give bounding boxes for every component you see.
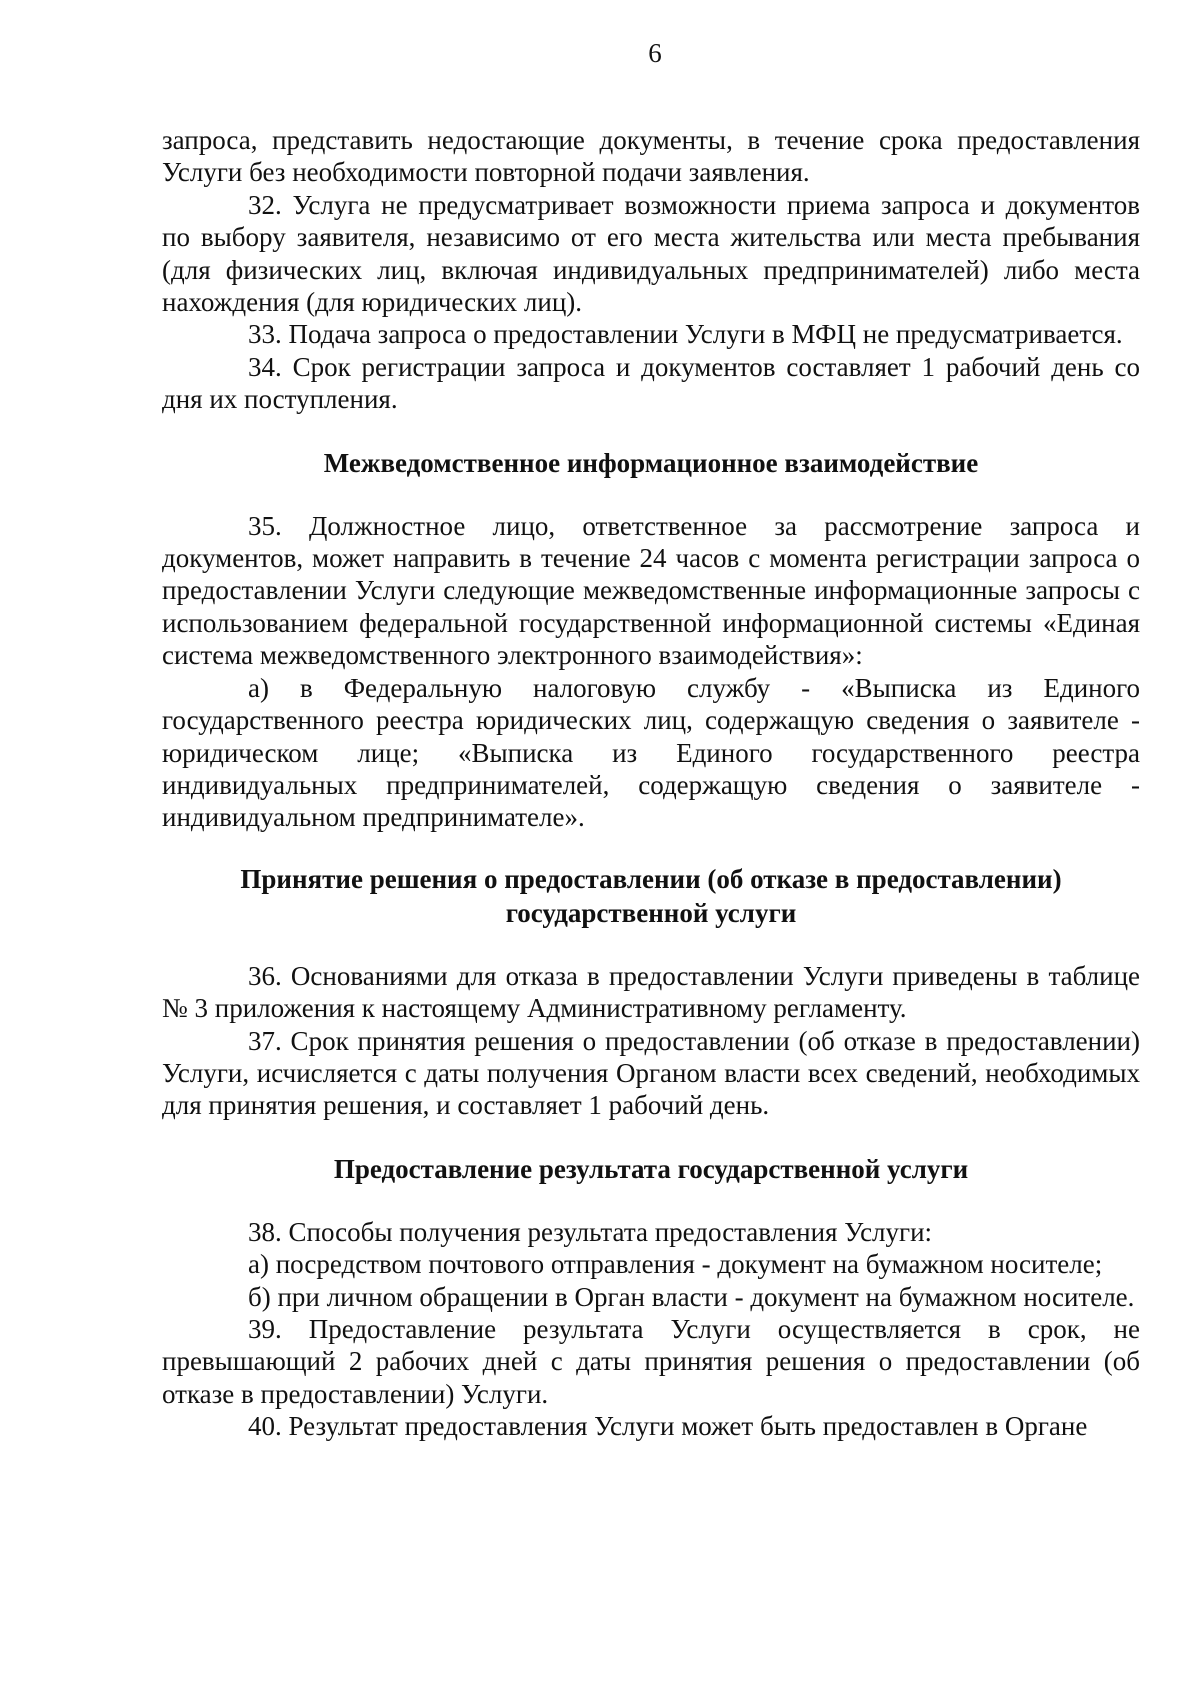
section-heading-decision-line1: Принятие решения о предоставлении (об отказе в предоставлении) <box>240 863 1062 894</box>
paragraph-37: 37. Срок принятия решения о предоставлении (об отказе в предоставлении) Услуги, исчисляется с даты получения Органом власти всех сведений, необходимых для принятия решения, и составляет 1 рабочий день. <box>162 1025 1140 1121</box>
paragraph-35: 35. Должностное лицо, ответственное за рассмотрение запроса и документов, может направить в течение 24 часов с момента регистрации запроса о предоставлении Услуги следующие межведомственные информационные запросы с использованием федеральной государственной информационной системы «Единая система межведомственного электронного взаимодействия»: <box>162 510 1140 671</box>
paragraph-39: 39. Предоставление результата Услуги осуществляется в срок, не превышающий 2 рабочих дней с даты принятия решения о предоставлении (об отказе в предоставлении) Услуги. <box>162 1313 1140 1409</box>
section-heading-decision-line2: государственной услуги <box>505 897 797 928</box>
page-number: 6 <box>648 38 662 68</box>
section-heading-decision <box>162 862 1140 930</box>
paragraph-35-a: а) в Федеральную налоговую службу - «Выписка из Единого государственного реестра юридических лиц, содержащую сведения о заявителе - юридическом лице; «Выписка из Единого государственного реестра индивидуальных предпринимателей, содержащую сведения о заявителе - индивидуальном предпринимателе». <box>162 672 1140 833</box>
paragraph-continuation: запроса, представить недостающие документы, в течение срока предоставления Услуги без необходимости повторной подачи заявления. <box>162 125 1140 188</box>
paragraph-36: 36. Основаниями для отказа в предоставлении Услуги приведены в таблице № 3 приложения к настоящему Административному регламенту. <box>162 960 1140 1024</box>
paragraph-38-a: а) посредством почтового отправления - документ на бумажном носителе; <box>248 1249 1103 1280</box>
paragraph-38: 38. Способы получения результата предоставления Услуги: <box>248 1216 933 1247</box>
paragraph-40: 40. Результат предоставления Услуги может быть предоставлен в Органе <box>248 1411 1088 1442</box>
paragraph-32: 32. Услуга не предусматривает возможности приема запроса и документов по выбору заявителя, независимо от его места жительства или места пребывания (для физических лиц, включая индивидуальных предпринимателей) либо места нахождения (для юридических лиц). <box>162 189 1140 318</box>
paragraph-38-b: б) при личном обращении в Орган власти - документ на бумажном носителе. <box>248 1281 1135 1312</box>
paragraph-34: 34. Срок регистрации запроса и документов составляет 1 рабочий день со дня их поступления. <box>162 351 1140 415</box>
document-body <box>162 124 1140 1443</box>
paragraph-33: 33. Подача запроса о предоставлении Услуги в МФЦ не предусматривается. <box>248 319 1123 350</box>
section-heading-result: Предоставление результата государственной услуги <box>333 1153 969 1184</box>
section-heading-interagency: Межведомственное информационное взаимодействие <box>323 447 979 478</box>
